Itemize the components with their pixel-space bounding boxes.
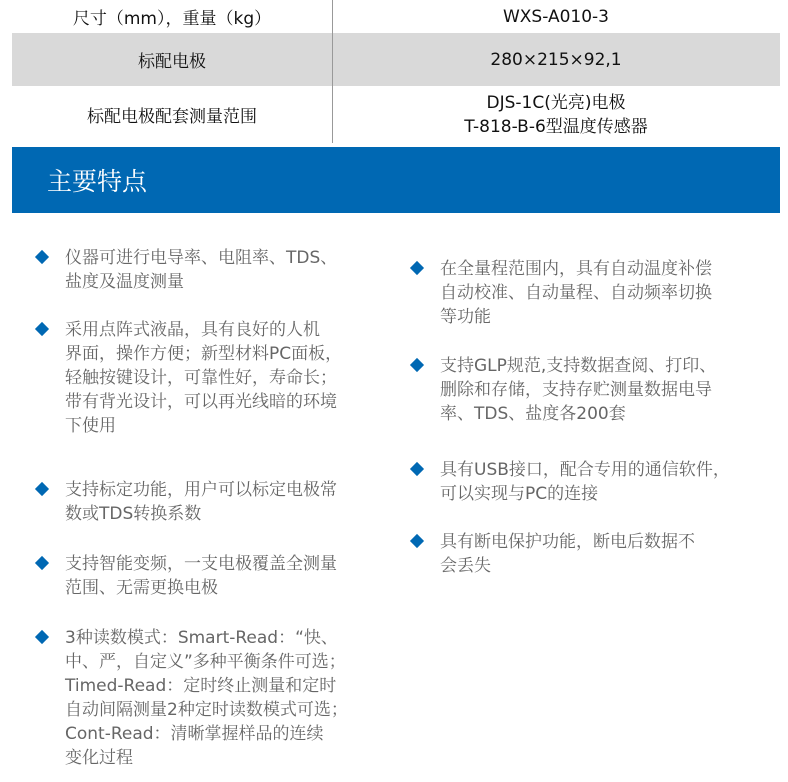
feature-item [440,257,780,329]
feature-text-line: 3种读数模式：Smart-Read：“快、 [65,628,338,648]
feature-text-line: 下使用 [65,416,116,436]
section-title: 主要特点 [47,167,148,196]
feature-item [65,318,405,438]
feature-item [440,354,780,426]
feature-item [440,458,780,506]
diamond-bullet-icon [410,534,424,548]
feature-text-line: 支持智能变频，一支电极覆盖全测量 [65,554,337,574]
feature-text-line: 带有背光设计，可以再光线暗的环境 [65,392,337,412]
spec-label: 尺寸（mm），重量（kg） [72,9,272,29]
diamond-bullet-icon [35,630,49,644]
feature-text-line: 界面，操作方便；新型材料PC面板， [65,344,343,364]
feature-item [65,478,405,526]
spec-value: 280×215×92,1 [490,49,622,70]
feature-text-line: 具有断电保护功能，断电后数据不 [440,532,695,552]
feature-text-line: 会丢失 [440,556,491,576]
spec-value: WXS-A010-3 [502,6,610,27]
feature-item [65,246,405,294]
spec-label: 标配电极 [138,52,206,72]
diamond-bullet-icon [35,250,49,264]
feature-text-line: 中、严，自定义”多种平衡条件可选； [65,652,346,672]
feature-item [440,530,780,578]
feature-text-line: 自动校准、自动量程、自动频率切换 [440,283,712,303]
feature-text-line: 自动间隔测量2种定时读数模式可选； [65,700,348,720]
spec-row [12,86,780,143]
spec-value-line: T-818-B-6型温度传感器 [464,116,648,137]
diamond-bullet-icon [410,462,424,476]
feature-text-line: 删除和存储，支持存贮测量数据电导 [440,380,712,400]
diamond-bullet-icon [35,556,49,570]
table-divider [332,0,333,143]
feature-text-line: 数或TDS转换系数 [65,504,202,524]
feature-text-line: 率、TDS、盐度各200套 [440,404,626,424]
feature-text-line: 仪器可进行电导率、电阻率、TDS、 [65,248,338,268]
feature-item [65,626,405,770]
feature-text-line: Timed-Read：定时终止测量和定时 [65,676,337,696]
feature-text-line: 轻触按键设计，可靠性好，寿命长； [65,368,337,388]
spec-label: 标配电极配套测量范围 [87,107,257,127]
feature-text-line: 具有USB接口，配合专用的通信软件， [440,460,730,480]
diamond-bullet-icon [410,358,424,372]
feature-text-line: 范围、无需更换电极 [65,578,218,598]
feature-text-line: 采用点阵式液晶，具有良好的人机 [65,320,320,340]
feature-text-line: 等功能 [440,307,491,327]
spec-value-line: DJS-1C(光亮)电极 [486,92,626,113]
feature-text-line: 支持GLP规范,支持数据查阅、打印、 [440,356,717,376]
diamond-bullet-icon [410,261,424,275]
spec-row [12,33,780,86]
diamond-bullet-icon [35,482,49,496]
spec-row [12,0,780,33]
feature-text-line: 在全量程范围内，具有自动温度补偿 [440,259,712,279]
diamond-bullet-icon [35,322,49,336]
section-header [12,147,780,213]
feature-text-line: 盐度及温度测量 [65,272,184,292]
feature-text-line: 变化过程 [65,748,133,768]
feature-text-line: 可以实现与PC的连接 [440,484,599,504]
feature-text-line: Cont-Read：清晰掌握样品的连续 [65,724,324,744]
spec-value [332,91,780,139]
feature-text-line: 支持标定功能，用户可以标定电极常 [65,480,337,500]
feature-item [65,552,405,600]
